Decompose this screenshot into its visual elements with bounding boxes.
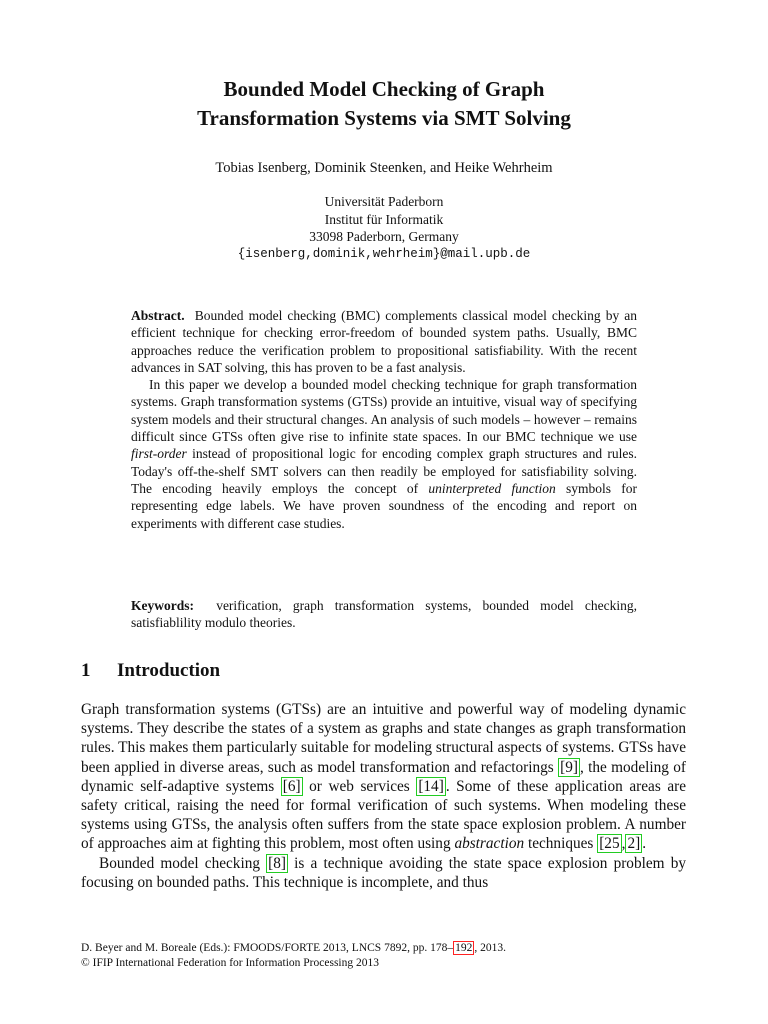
- citation-link-25[interactable]: [25: [599, 835, 620, 853]
- footer-text: , 2013.: [474, 942, 506, 954]
- intro-text: or web services: [302, 777, 417, 795]
- abstract: [131, 307, 637, 532]
- section-heading: [81, 660, 220, 682]
- citation-link-6[interactable]: [6]: [282, 777, 301, 795]
- page-footer: [81, 941, 686, 971]
- intro-paragraph-2: [81, 854, 686, 892]
- citation-link-8[interactable]: [8]: [268, 854, 286, 872]
- affiliation-university: Universität Paderborn: [324, 194, 444, 209]
- keywords: [131, 597, 637, 632]
- keywords-text: verification, graph transformation systems, bounded model checking, satisfiablility modulo theories.: [131, 598, 638, 631]
- affiliation-email: {isenberg,dominik,wehrheim}@mail.upb.de: [237, 246, 531, 261]
- abstract-text-2a: In this paper we develop a bounded model checking technique for graph transformation systems. Graph transformation systems (GTSs) provide an intuitive, visual way of specifying system models and their structural changes. An analysis of such models – however – remains difficult since GTSs often give rise to infinite state spaces. In our BMC technique we use: [131, 377, 637, 445]
- intro-emphasis-abstraction: abstraction: [454, 835, 525, 853]
- section-number: 1: [81, 660, 91, 681]
- intro-text: techniques: [524, 835, 598, 853]
- intro-text: .: [642, 835, 647, 853]
- section-title: Introduction: [117, 660, 221, 681]
- title-line-2: Transformation Systems via SMT Solving: [197, 106, 571, 130]
- footer-copyright: © IFIP International Federation for Information Processing 2013: [81, 957, 379, 969]
- citation-link-9[interactable]: [9]: [560, 758, 578, 776]
- abstract-paragraph-2: [131, 376, 637, 532]
- intro-body: [81, 700, 686, 892]
- citation-link-2[interactable]: 2]: [627, 835, 641, 853]
- citation-link-14[interactable]: [14]: [418, 777, 444, 795]
- intro-text: Graph transformation systems (GTSs) are an intuitive and powerful way of modeling dynamic systems. They describe the states of a system as graphs and state changes as graph transformation rules. This makes them particularly suitable for modeling structural aspects of systems. GTSs have been applied in diverse areas, such as model transformation and refactorings: [81, 701, 686, 776]
- abstract-label: Abstract.: [131, 308, 185, 323]
- intro-text: is a technique avoiding the state space explosion problem by focusing on bounded paths. This technique is incomplete, and thus: [81, 854, 686, 891]
- affiliation: [0, 193, 768, 263]
- footer-text: D. Beyer and M. Boreale (Eds.): FMOODS/FORTE 2013, LNCS 7892, pp. 178–: [81, 942, 454, 954]
- citation-separator: ,: [621, 835, 626, 853]
- keywords-label: Keywords:: [131, 598, 194, 613]
- footer-citation: [81, 941, 686, 956]
- intro-text: Bounded model checking: [99, 854, 267, 872]
- abstract-text-2b: instead of propositional logic for encoding complex graph structures and rules. Today's off-the-shelf SMT solvers can then readily be employed for satisfiability solving. The encoding heavily employs the concept of: [131, 446, 637, 496]
- footer-page-link[interactable]: 192: [455, 942, 473, 954]
- abstract-text-2c: symbols for representing edge labels. We have proven soundness of the encoding and report on experiments with different case studies.: [131, 480, 637, 531]
- abstract-text-1: Bounded model checking (BMC) complements classical model checking by an efficient technique for checking error-freedom of bounded system paths. Usually, BMC approaches reduce the verification problem to propositional satisfiability. With the recent advances in SAT solving, this has proven to be a fast analysis.: [131, 308, 637, 375]
- paper-title: [0, 75, 768, 133]
- title-line-1: Bounded Model Checking of Graph: [223, 77, 545, 101]
- abstract-emphasis-uninterpreted: uninterpreted function: [428, 480, 556, 496]
- author-list: Tobias Isenberg, Dominik Steenken, and Heike Wehrheim: [215, 160, 553, 176]
- intro-text: , the modeling of dynamic self-adaptive systems: [81, 758, 686, 795]
- abstract-paragraph-1: [131, 307, 637, 376]
- affiliation-institute: Institut für Informatik: [324, 211, 444, 227]
- intro-text: . Some of these application areas are safety critical, raising the need for formal verification of such systems. When modeling these systems using GTSs, the analysis often suffers from the state space explosion problem. A number of approaches aim at fighting this problem, most often using: [81, 777, 686, 853]
- affiliation-address: 33098 Paderborn, Germany: [309, 229, 459, 244]
- intro-paragraph-1: [81, 700, 686, 854]
- abstract-emphasis-first-order: first-order: [131, 446, 187, 462]
